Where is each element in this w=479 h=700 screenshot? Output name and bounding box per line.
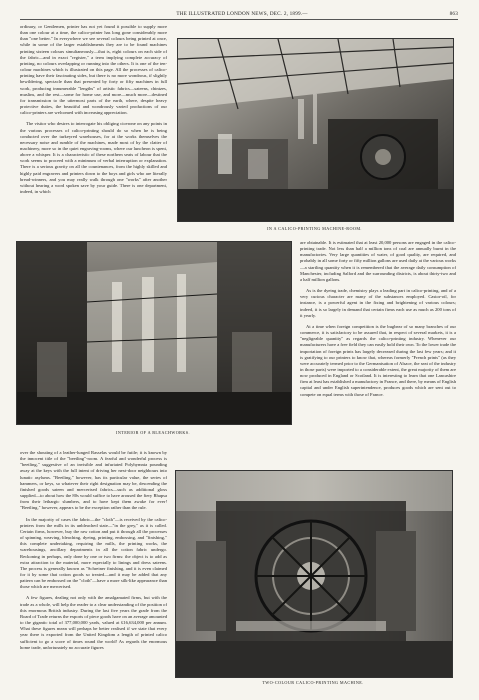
- text-column-top-left: [20, 24, 167, 224]
- paragraph: ordinary, or Gentlemen, printer has not yet found it possible to supply more than one colour at a time, the calico-printer has long gone considerably more than "one better." In everywhere we see several colours being printed at once, while in some of the larger establishments they are to be found machines printing sixteen colours simultaneously—that is, eight colours on each side of the fabric—and in exact "register," a term implying complete accuracy of printing, no colours overlapping or running into the others. It is one of the ten-colour machines which is illustrated on this page. All the processes of calico-printing have their fascinating sides, but there is no more wondrous, if slightly bewildering, spectacle than that presented by forty or fifty machines in full work, producing innumerable "lengths" of artistic fabrics—sateens, chintzes, muslins, and the rest—some for home use, and more—much more—destined for transmission to the uttermost parts of the earth, where, despite heavy protective duties, the beautiful and wondrously varied productions of our calico-printers are welcomed with increasing appreciation.: [20, 24, 167, 116]
- header-rule: [20, 19, 458, 20]
- paragraph: At a time when foreign competition is the bugbear of so many branches of our commerce, it is satisfactory to be assured that, in respect of several markets, it is a "negligeable quantity" as regards the calico-printing industry. Whenever our manufacturers have a free field they can easily hold their own. To the lower trade the importation of foreign prints has largely decreased during the last few years; and it is gratifying to our printers to know that, whereas formerly "French prints" (as they were accurately termed prior to the Germanisation of Alsace, the seat of the industry in those parts) were imported to a considerable extent, the great majority of them are now produced in England or Scotland. It is interesting to learn that one Lancashire firm at least has established a manufactory in France, and there, by means of English capital and under English superintendence, produces goods which are sent out to compete on equal terms with those of France.: [300, 323, 456, 397]
- paragraph: over the shouting of a leather-lunged Rasselas would be futile; it is known by the innocent title of the "beetling"-room. A fearful and wonderful process is "beetling," suggestive of an invisible and infuriated Polyhymnia pounding away at the keys with the full intent of driving her next-door neighbours into lunatic asylums. "Beetling," however, has its particular value, the series of hammers, or keys, so whatever their right designation may be, descending the finished goods sateen and mercerised fabrics—such as additional gloss supplied—to about how the 80s would suffice to have aroused the fiery Rhapsa from their lethargic slumbers, and to have kept them awake for ever! "Beetling," however, appears to be the exception rather than the rule.: [20, 450, 167, 511]
- text-column-bottom-left: [20, 450, 167, 690]
- illustration-printing-machine: [175, 470, 453, 678]
- caption-bleachworks: INTERIOR OF A BLEACHWORKS.: [116, 430, 190, 435]
- caption-machine-room: IN A CALICO-PRINTING MACHINE-ROOM.: [267, 226, 362, 231]
- printing-machine-engraving: [176, 471, 452, 677]
- text-column-middle-right: [300, 240, 456, 458]
- machine-room-engraving: [178, 39, 453, 221]
- header-title: THE ILLUSTRATED LONDON NEWS, DEC. 2, 1899.—: [176, 11, 308, 17]
- page-number: 863: [449, 11, 458, 17]
- paragraph: are obtainable. It is estimated that at least 20,000 persons are engaged in the calico-printing trade. Not less than half a million tons of coal are annually burnt in the manufactories. Very large quantities of water, of good quality, are required, and probably in all some forty or fifty million gallons are used daily at the various works—a startling quantity when it is remembered that the average daily consumption of Manchester, including Salford and the surrounding districts, is about thirty-two and a half million gallons.: [300, 240, 456, 282]
- paragraph: In the majority of cases the fabric—the "cloth"—is received by the calico-printers from the mills in its unbleached state—"in the grey," as it is called. Certain firms, however, buy the raw cotton and put it through all the processes of spinning, weaving, bleaching, dyeing, printing, embossing, and "finishing," this complete undertaking, requiring the mills, the printing works, the warehousings, ancillary departments in all the cotton fabric undergo. Reckoning in perhaps, only done by one or two firms: the object is to add as extra attraction to the material, more especially to linings and dress sateens. The process is generally known as "Schreiner finishing, and it is even claimed for it by some that cotton goods so treated—and it may be added that any pattern can be embossed on the "cloth"—have a more silk-like appearance than those which are mercerised.: [20, 516, 167, 590]
- illustration-machine-room: [177, 38, 454, 222]
- paragraph: As is the dyeing trade, chemistry plays a leading part in calico-printing, and of a very curious character are many of the substances employed. Castor-oil, for instance, is a powerful agent in the fixing and brightening of various colours; indeed, it is so largely in demand that certain firms each use as much as 200 tons of it yearly.: [300, 288, 456, 318]
- illustration-bleachworks: [16, 241, 292, 425]
- bleachworks-engraving: [17, 242, 291, 424]
- paragraph: The visitor who desires to interrogate his obliging cicerone on any points in the various processes of calico-printing should do so when he is being conducted over the turkeyred warehouses, for at the works themselves the necessary noise and rumble of the machines, made most of by the clatter of machinery, more so in the quiet engraving-rooms, where our luncheon is spent, above a whisper. It is a characteristic of these northern seats of labour that the work seems to proceed with a minimum of verbal interruption or explanation. There is a serious gravity on all the countenances, from the highly skilled and highly paid engravers and printers down to the boys and girls who are literally bread-winners, and you may really walk through one "works" after another without hearing a word spoken save by your guide. There is one department, indeed, in which: [20, 121, 167, 195]
- caption-printing-machine: TWO-COLOUR CALICO-PRINTING MACHINE.: [262, 680, 364, 685]
- paragraph: A few figures, dealing not only with the amalgamated firms, but with the trade as a whole, will help the reader to a clear understanding of the position of this enormous British industry. During the last five years the grade from the Board of Trade returns the exports of piece goods have on an average amounted to the gigantic total of 377,000,000 yards, valued at £16,634,000 per annum. What these figures mean will perhaps be better realised if we state that every year there is exported from the United Kingdom a length of printed calico sufficient to go a score of times round the world! As regards the enormous home trade, unfortunately no accurate figures: [20, 595, 167, 650]
